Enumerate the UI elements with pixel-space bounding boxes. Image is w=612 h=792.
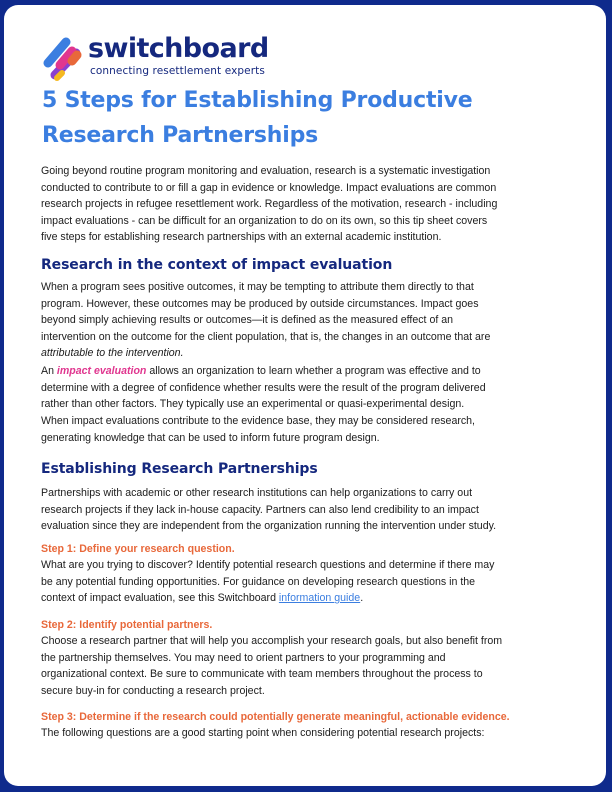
section-heading-impact-evaluation: Research in the context of impact evaluation xyxy=(41,257,393,273)
text-line: program. However, these outcomes may be produced by outside circumstances. Impact goes xyxy=(41,297,479,310)
text-line: Partnerships with academic or other research institutions can help organizations to carry out xyxy=(41,487,473,499)
impact-paragraph-1 xyxy=(41,279,566,362)
brand-tagline: connecting resettlement experts xyxy=(90,65,265,77)
text-line: research projects if they lack in-house capacity. Partners can also lend credibility to an impact xyxy=(41,503,479,516)
text-line: research projects in refugee resettlement work. Regardless of the motivation, research - including xyxy=(41,198,498,211)
impact-paragraph-3 xyxy=(41,413,566,446)
page-title-line-1: 5 Steps for Establishing Productive xyxy=(42,88,473,113)
page-title-line-2: Research Partnerships xyxy=(42,123,319,148)
partnerships-paragraph xyxy=(41,485,566,535)
impact-paragraph-2 xyxy=(41,363,566,413)
text-line: intervention on the outcome for the client population, that is, the changes in an outcome that are xyxy=(41,330,491,343)
text-fragment: context of impact evaluation, see this Switchboard xyxy=(41,592,279,605)
text-line: What are you trying to discover? Identify potential research questions and determine if there may xyxy=(41,559,495,571)
text-line: generating knowledge that can be used to inform future program design. xyxy=(41,431,380,444)
step-1-title: Step 1: Define your research question. xyxy=(41,543,235,555)
text-line: Choose a research partner that will help you accomplish your research goals, but also benefit from xyxy=(41,635,503,647)
text-line: When a program sees positive outcomes, it may be tempting to attribute them directly to that xyxy=(41,281,474,293)
text-line: secure buy-in for conducting a research project. xyxy=(41,684,265,697)
step-3-body xyxy=(41,725,566,742)
text-line: evaluation since they are independent from the organization running the intervention under study. xyxy=(41,520,497,533)
intro-paragraph xyxy=(41,163,566,246)
text-line: conducted to contribute to or fill a gap in evidence or knowledge. Impact evaluations are common xyxy=(41,181,497,194)
text-line: the partnership themselves. You may need to orient partners to your programming and xyxy=(41,651,446,664)
switchboard-logo xyxy=(42,35,282,85)
step-2-body xyxy=(41,633,566,699)
text-fragment: . xyxy=(360,592,364,605)
section-heading-partnerships: Establishing Research Partnerships xyxy=(41,461,318,477)
text-line: five steps for establishing research partnerships with an external academic institution. xyxy=(41,231,442,244)
page-title xyxy=(42,83,562,153)
step-2-title: Step 2: Identify potential partners. xyxy=(41,619,213,631)
text-fragment: An xyxy=(41,365,57,377)
text-line: determine with a degree of confidence whether results were the result of the program delivered xyxy=(41,381,486,394)
information-guide-link[interactable]: information guide xyxy=(278,592,361,605)
text-line: beyond simply achieving results or outcomes—it is defined as the measured effect of an xyxy=(41,314,454,327)
text-line: attributable to the intervention. xyxy=(41,347,184,360)
text-line: rather than other factors. They typically use an experimental or quasi-experimental design. xyxy=(41,398,465,411)
text-line xyxy=(41,363,566,380)
impact-evaluation-highlight: impact evaluation xyxy=(56,365,147,377)
text-line: impact evaluations - can be difficult for an organization to do on its own, so this tip sheet covers xyxy=(41,214,488,227)
step-1-body xyxy=(41,557,566,607)
text-line: The following questions are a good starting point when considering potential research projects: xyxy=(41,727,485,739)
text-line: When impact evaluations contribute to the evidence base, they may be considered research, xyxy=(41,415,476,427)
text-line: Going beyond routine program monitoring and evaluation, research is a systematic investigation xyxy=(41,165,491,177)
brand-name: switchboard xyxy=(88,33,269,64)
switchboard-logo-icon xyxy=(42,35,86,81)
text-fragment: allows an organization to learn whether a program was effective and to xyxy=(146,365,481,377)
text-line: be any potential funding opportunities. For guidance on developing research questions in the xyxy=(41,575,476,588)
step-3-title: Step 3: Determine if the research could potentially generate meaningful, actionable evidence. xyxy=(41,711,510,723)
text-line xyxy=(41,590,566,607)
text-line: organizational context. Be sure to communicate with team members throughout the process to xyxy=(41,668,483,681)
